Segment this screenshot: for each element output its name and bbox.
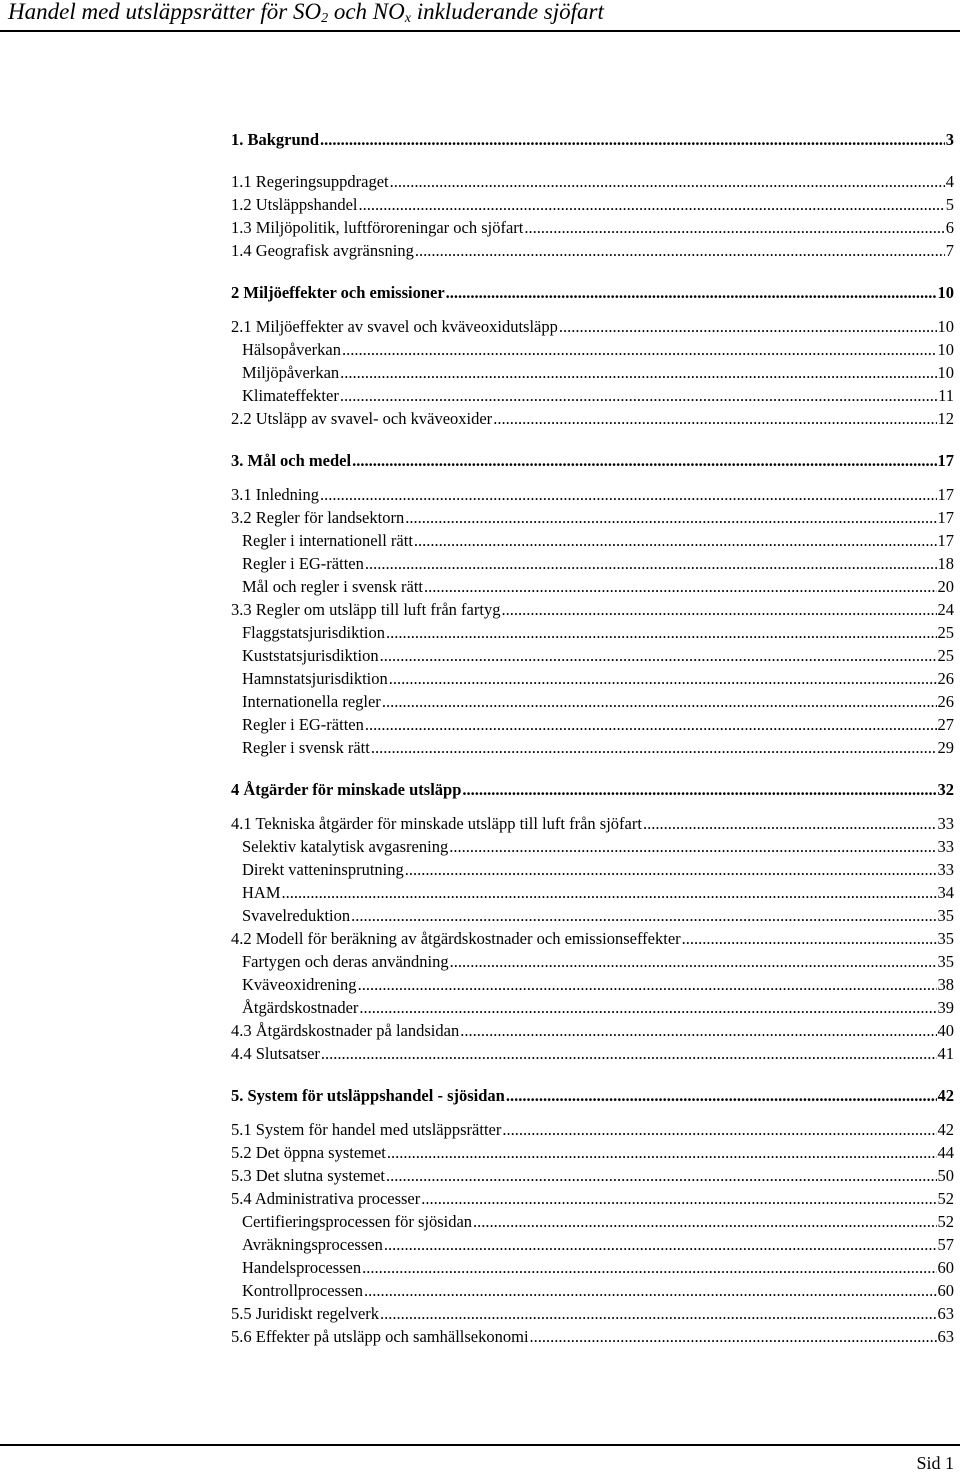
toc-entry[interactable] — [231, 449, 954, 472]
toc-entry-page: 60 — [937, 1258, 954, 1277]
toc-dot-leader — [340, 384, 937, 407]
toc-entry[interactable] — [231, 239, 954, 262]
toc-entry-page: 39 — [937, 998, 954, 1017]
toc-entry-title: 2.1 Miljöeffekter av svavel och kväveoxidutsläpp — [231, 317, 558, 336]
toc-dot-leader — [424, 575, 937, 598]
toc-entry-title: Internationella regler — [242, 692, 381, 711]
toc-entry[interactable] — [231, 216, 954, 239]
toc-dot-leader — [384, 1233, 937, 1256]
toc-entry-page: 33 — [937, 814, 954, 833]
toc-dot-leader — [365, 552, 937, 575]
toc-dot-leader — [502, 1118, 936, 1141]
toc-entry[interactable] — [231, 1141, 954, 1164]
toc-dot-leader — [415, 239, 945, 262]
toc-dot-leader — [282, 881, 937, 904]
toc-dot-leader — [351, 904, 936, 927]
toc-entry[interactable] — [231, 812, 954, 835]
toc-entry-page: 35 — [937, 906, 954, 925]
toc-entry-title: 4.1 Tekniska åtgärder för minskade utsläpp till luft från sjöfart — [231, 814, 642, 833]
toc-entry-title: Regler i svensk rätt — [242, 738, 370, 757]
toc-entry[interactable] — [231, 407, 954, 430]
toc-entry[interactable] — [231, 667, 954, 690]
toc-dot-leader — [358, 973, 937, 996]
toc-entry-title: 1. Bakgrund — [231, 130, 320, 149]
toc-entry[interactable] — [231, 973, 954, 996]
toc-dot-leader — [450, 950, 937, 973]
page-number: Sid 1 — [916, 1453, 954, 1473]
toc-entry-title: 2 Miljöeffekter och emissioner — [231, 283, 445, 302]
toc-dot-leader — [389, 667, 937, 690]
toc-entry-page: 10 — [937, 340, 954, 359]
toc-entry-title: 3.3 Regler om utsläpp till luft från fartyg — [231, 600, 501, 619]
toc-entry-page: 63 — [937, 1327, 954, 1346]
toc-dot-leader — [364, 1279, 937, 1302]
toc-dot-leader — [405, 858, 937, 881]
toc-dot-leader — [390, 170, 945, 193]
toc-entry[interactable] — [231, 315, 954, 338]
toc-entry-title: 5.6 Effekter på utsläpp och samhällsekonomi — [231, 1327, 529, 1346]
toc-entry-title: 5.4 Administrativa processer — [231, 1189, 421, 1208]
toc-entry-title: 1.4 Geografisk avgränsning — [231, 241, 414, 260]
toc-entry-page: 5 — [945, 195, 954, 214]
toc-entry-title: 4.3 Åtgärdskostnader på landsidan — [231, 1021, 460, 1040]
toc-entry-title: 3. Mål och medel — [231, 451, 352, 470]
toc-entry-title: Certifieringsprocessen för sjösidan — [242, 1212, 473, 1231]
toc-entry-title: 1.1 Regeringsuppdraget — [231, 172, 389, 191]
toc-dot-leader — [682, 927, 937, 950]
toc-dot-leader — [530, 1325, 937, 1348]
toc-dot-leader — [643, 812, 937, 835]
toc-entry[interactable] — [231, 338, 954, 361]
toc-entry-title: Klimateffekter — [242, 386, 339, 405]
toc-entry-page: 25 — [937, 623, 954, 642]
toc-entry-title: 1.2 Utsläppshandel — [231, 195, 358, 214]
toc-entry-title: Handelsprocessen — [242, 1258, 362, 1277]
toc-dot-leader — [506, 1084, 937, 1107]
toc-entry-page: 52 — [937, 1189, 954, 1208]
toc-dot-leader — [421, 1187, 936, 1210]
header-title-sub2: x — [404, 11, 411, 26]
toc-entry-page: 50 — [937, 1166, 954, 1185]
toc-dot-leader — [358, 193, 944, 216]
toc-entry[interactable] — [231, 483, 954, 506]
toc-entry-page: 63 — [937, 1304, 954, 1323]
toc-entry-title: 4.4 Slutsatser — [231, 1044, 320, 1063]
toc-entry-page: 20 — [937, 577, 954, 596]
toc-entry-page: 17 — [937, 451, 954, 470]
toc-dot-leader — [473, 1210, 936, 1233]
toc-entry[interactable] — [231, 1084, 954, 1107]
toc-dot-leader — [446, 281, 937, 304]
toc-entry-title: 5.5 Juridiskt regelverk — [231, 1304, 380, 1323]
toc-entry[interactable] — [231, 690, 954, 713]
header-title-part3: inkluderande sjöfart — [410, 0, 604, 24]
toc-entry-title: Åtgärdskostnader — [242, 998, 359, 1017]
toc-entry[interactable] — [231, 575, 954, 598]
toc-entry-page: 33 — [937, 860, 954, 879]
toc-entry-title: 3.1 Inledning — [231, 485, 319, 504]
toc-dot-leader — [340, 361, 936, 384]
toc-entry-title: 5.1 System för handel med utsläppsrätter — [231, 1120, 502, 1139]
toc-dot-leader — [321, 1042, 937, 1065]
toc-dot-leader — [460, 1019, 936, 1042]
toc-entry-page: 12 — [937, 409, 954, 428]
toc-entry-title: Flaggstatsjurisdiktion — [242, 623, 386, 642]
toc-entry-title: Regler i EG-rätten — [242, 715, 364, 734]
toc-entry[interactable] — [231, 1118, 954, 1141]
toc-dot-leader — [493, 407, 936, 430]
toc-entry-page: 38 — [937, 975, 954, 994]
toc-entry-page: 6 — [945, 218, 954, 237]
toc-entry-page: 17 — [937, 531, 954, 550]
toc-entry[interactable] — [231, 927, 954, 950]
toc-entry-title: 1.3 Miljöpolitik, luftföroreningar och sjöfart — [231, 218, 524, 237]
toc-entry[interactable] — [231, 621, 954, 644]
toc-dot-leader — [414, 529, 937, 552]
toc-entry[interactable] — [231, 778, 954, 801]
toc-dot-leader — [405, 506, 936, 529]
toc-entry[interactable] — [231, 996, 954, 1019]
toc-entry-title: Fartygen och deras användning — [242, 952, 449, 971]
toc-entry-page: 34 — [937, 883, 954, 902]
toc-entry-title: Hamnstatsjurisdiktion — [242, 669, 388, 688]
toc-entry[interactable] — [231, 950, 954, 973]
toc-entry[interactable] — [231, 1325, 954, 1348]
toc-entry[interactable] — [231, 1256, 954, 1279]
toc-entry-page: 52 — [937, 1212, 954, 1231]
page-header-title — [8, 0, 604, 26]
toc-entry-page: 18 — [937, 554, 954, 573]
toc-entry-title: HAM — [242, 883, 281, 902]
toc-entry[interactable] — [231, 361, 954, 384]
toc-entry-page: 60 — [937, 1281, 954, 1300]
toc-entry-title: 4 Åtgärder för minskade utsläpp — [231, 780, 462, 799]
toc-entry[interactable] — [231, 529, 954, 552]
toc-entry-page: 44 — [937, 1143, 954, 1162]
toc-entry-title: 5.2 Det öppna systemet — [231, 1143, 386, 1162]
toc-entry[interactable] — [231, 384, 954, 407]
toc-entry-title: Direkt vatteninsprutning — [242, 860, 404, 879]
toc-entry-title: Kväveoxidrening — [242, 975, 357, 994]
toc-dot-leader — [365, 713, 937, 736]
toc-entry-page: 10 — [937, 283, 954, 302]
toc-entry-title: 2.2 Utsläpp av svavel- och kväveoxider — [231, 409, 493, 428]
toc-entry[interactable] — [231, 193, 954, 216]
toc-entry[interactable] — [231, 1042, 954, 1065]
toc-entry-page: 10 — [937, 363, 954, 382]
toc-dot-leader — [359, 996, 936, 1019]
toc-dot-leader — [462, 778, 936, 801]
toc-entry-page: 42 — [937, 1120, 954, 1139]
toc-entry[interactable] — [231, 506, 954, 529]
toc-entry-title: Hälsopåverkan — [242, 340, 341, 359]
header-title-part2: och NO — [328, 0, 405, 24]
toc-entry-page: 17 — [937, 485, 954, 504]
toc-dot-leader — [387, 1141, 937, 1164]
toc-entry[interactable] — [231, 598, 954, 621]
toc-entry[interactable] — [231, 1302, 954, 1325]
toc-dot-leader — [380, 644, 937, 667]
toc-entry-page: 40 — [937, 1021, 954, 1040]
toc-entry-page: 32 — [937, 780, 954, 799]
toc-dot-leader — [501, 598, 936, 621]
table-of-contents — [231, 128, 954, 1348]
header-divider — [0, 30, 960, 32]
toc-entry-title: Regler i internationell rätt — [242, 531, 413, 550]
toc-entry-title: 5. System för utsläppshandel - sjösidan — [231, 1086, 505, 1105]
toc-entry-page: 35 — [937, 952, 954, 971]
toc-dot-leader — [320, 483, 937, 506]
toc-entry[interactable] — [231, 281, 954, 304]
toc-entry[interactable] — [231, 835, 954, 858]
toc-entry-page: 42 — [937, 1086, 954, 1105]
toc-dot-leader — [342, 338, 937, 361]
toc-entry-page: 29 — [937, 738, 954, 757]
toc-dot-leader — [386, 1164, 937, 1187]
toc-entry[interactable] — [231, 713, 954, 736]
toc-entry-page: 26 — [937, 669, 954, 688]
toc-entry-title: Svavelreduktion — [242, 906, 351, 925]
toc-entry-page: 4 — [945, 172, 954, 191]
toc-entry[interactable] — [231, 1233, 954, 1256]
toc-dot-leader — [352, 449, 936, 472]
toc-entry-page: 33 — [937, 837, 954, 856]
toc-entry-page: 25 — [937, 646, 954, 665]
toc-dot-leader — [382, 690, 937, 713]
toc-entry[interactable] — [231, 858, 954, 881]
toc-entry[interactable] — [231, 881, 954, 904]
toc-entry-title: Avräkningsprocessen — [242, 1235, 383, 1254]
toc-entry[interactable] — [231, 1164, 954, 1187]
toc-entry-title: Selektiv katalytisk avgasrening — [242, 837, 449, 856]
toc-entry-title: 5.3 Det slutna systemet — [231, 1166, 385, 1185]
footer-divider — [0, 1444, 960, 1446]
toc-dot-leader — [362, 1256, 936, 1279]
toc-entry-page: 41 — [937, 1044, 954, 1063]
toc-entry-title: Kontrollprocessen — [242, 1281, 363, 1300]
toc-dot-leader — [380, 1302, 936, 1325]
toc-entry[interactable] — [231, 552, 954, 575]
toc-entry[interactable] — [231, 1279, 954, 1302]
toc-entry[interactable] — [231, 170, 954, 193]
toc-dot-leader — [449, 835, 936, 858]
toc-entry-page: 17 — [937, 508, 954, 527]
toc-entry-page: 26 — [937, 692, 954, 711]
toc-dot-leader — [524, 216, 944, 239]
toc-entry[interactable] — [231, 644, 954, 667]
toc-entry-page: 57 — [937, 1235, 954, 1254]
header-title-part1: Handel med utsläppsrätter för SO — [8, 0, 322, 24]
toc-entry[interactable] — [231, 1210, 954, 1233]
toc-entry[interactable] — [231, 1019, 954, 1042]
toc-entry-page: 3 — [945, 130, 954, 149]
toc-entry-page: 24 — [937, 600, 954, 619]
toc-dot-leader — [371, 736, 937, 759]
toc-entry-title: Regler i EG-rätten — [242, 554, 364, 573]
toc-entry-title: Miljöpåverkan — [242, 363, 340, 382]
toc-entry-page: 10 — [937, 317, 954, 336]
header-title-sub1: 2 — [321, 11, 329, 26]
toc-entry-title: Mål och regler i svensk rätt — [242, 577, 423, 596]
toc-entry-page: 11 — [938, 386, 954, 405]
toc-dot-leader — [559, 315, 937, 338]
toc-entry[interactable] — [231, 1187, 954, 1210]
toc-entry[interactable] — [231, 128, 954, 151]
toc-dot-leader — [320, 128, 945, 151]
toc-entry-title: 3.2 Regler för landsektorn — [231, 508, 405, 527]
toc-entry[interactable] — [231, 736, 954, 759]
toc-entry-title: Kuststatsjurisdiktion — [242, 646, 379, 665]
toc-entry-page: 35 — [937, 929, 954, 948]
toc-entry-page: 7 — [945, 241, 954, 260]
toc-entry-title: 4.2 Modell för beräkning av åtgärdskostnader och emissionseffekter — [231, 929, 681, 948]
toc-entry-page: 27 — [937, 715, 954, 734]
toc-entry[interactable] — [231, 904, 954, 927]
toc-dot-leader — [386, 621, 936, 644]
